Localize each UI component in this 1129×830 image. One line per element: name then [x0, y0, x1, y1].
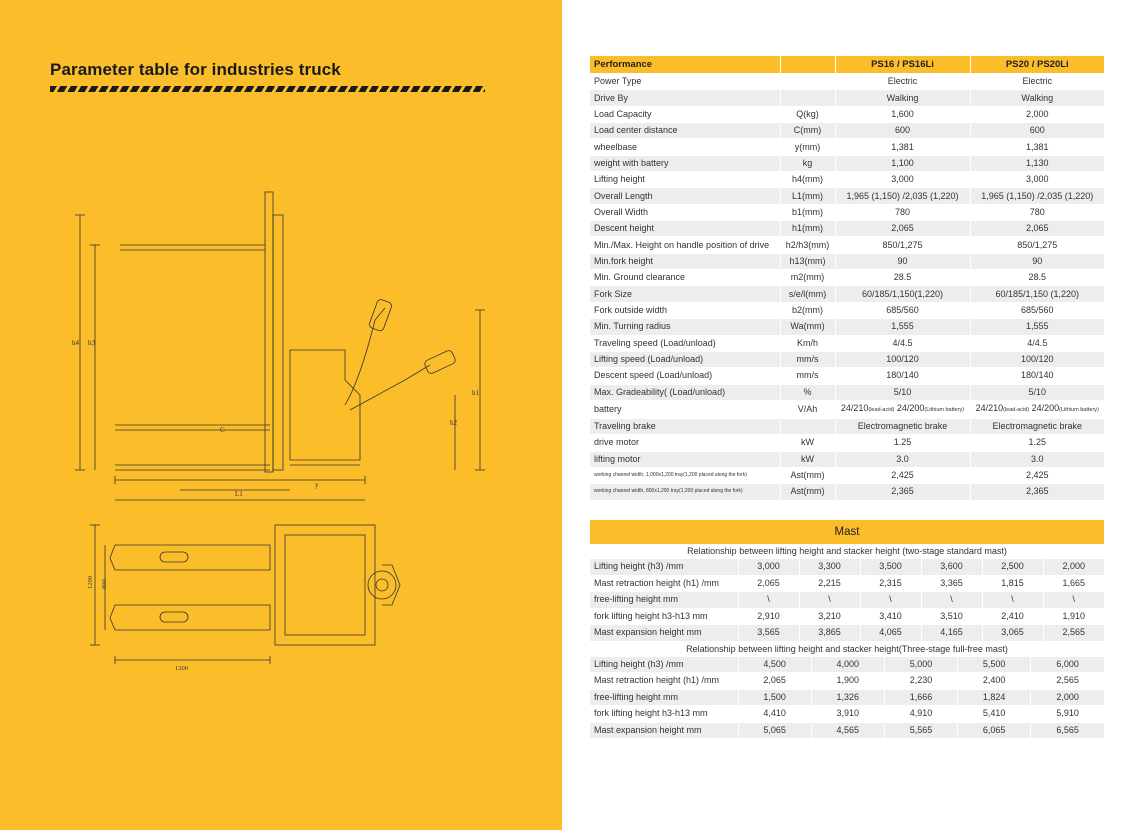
mast-value: 3,865: [799, 625, 860, 642]
dim-y: y: [315, 481, 319, 489]
mast-value: 3,565: [738, 625, 799, 642]
model-ps20-header: PS20 / PS20Li: [970, 56, 1104, 74]
param-value-ps20: 780: [970, 204, 1104, 220]
mast-value: 1,824: [958, 689, 1031, 706]
mast-value: 2,000: [1031, 689, 1104, 706]
param-label: working channel width, 1,000x1,200 tray(1,200 placed along the fork): [590, 467, 780, 483]
param-row: [590, 123, 1104, 139]
param-label: battery: [590, 400, 780, 418]
dim-h4: h4: [72, 339, 79, 347]
param-value-ps16: 100/120: [835, 351, 970, 367]
mast-row: [590, 722, 1104, 739]
mast-row: [590, 706, 1104, 723]
param-unit: Ast(mm): [780, 467, 835, 483]
param-value-ps20: Electromagnetic brake: [970, 418, 1104, 434]
param-unit: h2/h3(mm): [780, 237, 835, 253]
mast-value: 4,410: [738, 706, 811, 723]
mast-value: \: [799, 592, 860, 609]
param-row: [590, 106, 1104, 122]
param-value-ps20: Electric: [970, 74, 1104, 90]
param-label: Drive By: [590, 90, 780, 106]
param-value-ps20: 2,425: [970, 467, 1104, 483]
param-row-channel-2: [590, 484, 1104, 500]
mast-value: 5,910: [1031, 706, 1104, 723]
param-row: [590, 221, 1104, 237]
mast-value: 2,065: [738, 673, 811, 690]
battery-type-note: (lead-acid): [868, 406, 895, 413]
param-label: Load Capacity: [590, 106, 780, 122]
param-label: Descent height: [590, 221, 780, 237]
param-value-battery-2: [970, 400, 1104, 418]
mast-value: 3,500: [860, 559, 921, 575]
param-label: Overall Width: [590, 204, 780, 220]
param-value-ps16: 28.5: [835, 270, 970, 286]
mast-row: [590, 559, 1104, 575]
mast-row: [590, 625, 1104, 642]
dim-width-mid: 800: [101, 579, 108, 589]
param-unit: L1(mm): [780, 188, 835, 204]
mast-value: 4,565: [811, 722, 884, 739]
param-unit: %: [780, 384, 835, 400]
param-label: Min.fork height: [590, 253, 780, 269]
param-value-ps16: 5/10: [835, 384, 970, 400]
param-label: Min./Max. Height on handle position of drive: [590, 237, 780, 253]
param-row: [590, 451, 1104, 467]
param-value-ps20: 2,365: [970, 484, 1104, 500]
mast-value: 2,215: [799, 575, 860, 592]
param-label: Min. Ground clearance: [590, 270, 780, 286]
param-row: [590, 172, 1104, 188]
param-label: Lifting speed (Load/unload): [590, 351, 780, 367]
mast-row: [590, 608, 1104, 625]
param-value-ps16: 3,000: [835, 172, 970, 188]
truck-technical-drawing: [60, 180, 520, 680]
param-unit: h1(mm): [780, 221, 835, 237]
mast-value: \: [921, 592, 982, 609]
param-unit: s/e/l(mm): [780, 286, 835, 302]
mast-value: 2,400: [958, 673, 1031, 690]
param-value-ps16: 2,065: [835, 221, 970, 237]
three-stage-caption: Relationship between lifting height and stacker height(Three-stage full-free mast): [590, 642, 1104, 657]
mast-value: 2,565: [1043, 625, 1104, 642]
param-label: Lifting height: [590, 172, 780, 188]
dim-length: 1200: [175, 665, 188, 672]
param-row: [590, 253, 1104, 269]
mast-value: 6,000: [1031, 657, 1104, 673]
mast-value: 5,500: [958, 657, 1031, 673]
mast-value: 4,065: [860, 625, 921, 642]
param-row: [590, 319, 1104, 335]
param-row: [590, 435, 1104, 451]
param-unit: m2(mm): [780, 270, 835, 286]
two-stage-table: [590, 559, 1104, 642]
param-value-ps16: Electromagnetic brake: [835, 418, 970, 434]
battery-type-note: (lead-acid): [1003, 406, 1030, 413]
page-title: Parameter table for industries truck: [50, 60, 341, 79]
mast-value: 3,910: [811, 706, 884, 723]
mast-value: 1,665: [1043, 575, 1104, 592]
mast-value: 4,000: [811, 657, 884, 673]
param-value-ps20: 3,000: [970, 172, 1104, 188]
mast-value: \: [982, 592, 1043, 609]
mast-row-label: fork lifting height h3-h13 mm: [590, 608, 738, 625]
param-unit: C(mm): [780, 123, 835, 139]
param-label: Power Type: [590, 74, 780, 90]
mast-value: 6,565: [1031, 722, 1104, 739]
param-value-ps20: 90: [970, 253, 1104, 269]
param-row: [590, 74, 1104, 90]
performance-header-row: [590, 56, 1104, 74]
mast-value: 2,230: [884, 673, 957, 690]
mast-row: [590, 575, 1104, 592]
battery-type-note: (Lithium battery): [1059, 406, 1099, 413]
param-value-ps20: 3.0: [970, 451, 1104, 467]
param-row: [590, 302, 1104, 318]
param-value-battery-1: [835, 400, 970, 418]
param-value-ps20: 100/120: [970, 351, 1104, 367]
mast-row: [590, 592, 1104, 609]
mast-value: 3,600: [921, 559, 982, 575]
mast-value: 3,210: [799, 608, 860, 625]
param-value-ps20: 4/4.5: [970, 335, 1104, 351]
param-unit: b2(mm): [780, 302, 835, 318]
param-value-ps16: Electric: [835, 74, 970, 90]
param-unit: Km/h: [780, 335, 835, 351]
param-label: Fork outside width: [590, 302, 780, 318]
param-value-ps20: Walking: [970, 90, 1104, 106]
param-unit: [780, 90, 835, 106]
param-row: [590, 155, 1104, 171]
param-value-ps20: 2,065: [970, 221, 1104, 237]
mast-value: 2,000: [1043, 559, 1104, 575]
param-value-ps20: 600: [970, 123, 1104, 139]
mast-value: 1,910: [1043, 608, 1104, 625]
param-label: Traveling speed (Load/unload): [590, 335, 780, 351]
mast-row: [590, 673, 1104, 690]
param-row: [590, 237, 1104, 253]
param-value-ps20: 1,381: [970, 139, 1104, 155]
mast-value: 1,326: [811, 689, 884, 706]
performance-header-label: Performance: [590, 56, 780, 74]
param-unit: Q(kg): [780, 106, 835, 122]
hazard-stripe: [50, 86, 485, 92]
mast-value: 2,500: [982, 559, 1043, 575]
mast-value: 1,666: [884, 689, 957, 706]
mast-value: 6,065: [958, 722, 1031, 739]
dim-h3: h3: [88, 339, 95, 347]
mast-value: 5,065: [738, 722, 811, 739]
param-value-ps16: 3.0: [835, 451, 970, 467]
param-value-ps20: 2,000: [970, 106, 1104, 122]
battery-spec: 24/210: [840, 402, 869, 413]
battery-spec: 24/200: [1031, 402, 1060, 413]
mast-row-label: fork lifting height h3-h13 mm: [590, 706, 738, 723]
param-row-channel-1: [590, 467, 1104, 483]
param-value-ps16: 685/560: [835, 302, 970, 318]
mast-value: \: [738, 592, 799, 609]
two-stage-caption: Relationship between lifting height and stacker height (two-stage standard mast): [590, 544, 1104, 559]
param-label: Max. Gradeability( (Load/unload): [590, 384, 780, 400]
performance-table: [590, 56, 1104, 501]
mast-row-label: Mast expansion height mm: [590, 722, 738, 739]
param-value-ps20: 1,965 (1,150) /2,035 (1,220): [970, 188, 1104, 204]
mast-section: [590, 520, 1104, 739]
param-value-ps16: 60/185/1,150(1,220): [835, 286, 970, 302]
dim-h1: h1: [472, 389, 479, 397]
param-row: [590, 351, 1104, 367]
mast-value: 3,410: [860, 608, 921, 625]
mast-value: 4,500: [738, 657, 811, 673]
mast-value: 2,315: [860, 575, 921, 592]
mast-value: 1,900: [811, 673, 884, 690]
mast-value: 3,000: [738, 559, 799, 575]
param-label: Descent speed (Load/unload): [590, 368, 780, 384]
mast-value: 3,365: [921, 575, 982, 592]
dim-width-total: 1200: [87, 576, 94, 589]
param-value-ps16: 1,600: [835, 106, 970, 122]
param-row: [590, 335, 1104, 351]
param-value-ps16: 2,365: [835, 484, 970, 500]
param-value-ps16: 4/4.5: [835, 335, 970, 351]
param-unit: V/Ah: [780, 400, 835, 418]
mast-value: 1,815: [982, 575, 1043, 592]
param-value-ps16: 180/140: [835, 368, 970, 384]
param-value-ps16: 850/1,275: [835, 237, 970, 253]
param-value-ps16: 2,425: [835, 467, 970, 483]
param-unit: y(mm): [780, 139, 835, 155]
param-value-ps20: 1,555: [970, 319, 1104, 335]
mast-row-label: Lifting height (h3) /mm: [590, 559, 738, 575]
mast-value: 5,565: [884, 722, 957, 739]
mast-value: 2,410: [982, 608, 1043, 625]
mast-value: 3,510: [921, 608, 982, 625]
param-value-ps20: 685/560: [970, 302, 1104, 318]
param-value-ps16: 600: [835, 123, 970, 139]
param-label: Overall Length: [590, 188, 780, 204]
param-label: lifting motor: [590, 451, 780, 467]
param-value-ps16: 90: [835, 253, 970, 269]
param-unit: h13(mm): [780, 253, 835, 269]
param-label: Load center distance: [590, 123, 780, 139]
mast-row-label: free-lifting height mm: [590, 592, 738, 609]
param-value-ps20: 1,130: [970, 155, 1104, 171]
param-value-ps16: 1.25: [835, 435, 970, 451]
mast-value: 4,165: [921, 625, 982, 642]
param-label: Traveling brake: [590, 418, 780, 434]
dim-h2: h2: [450, 419, 457, 427]
mast-value: 5,000: [884, 657, 957, 673]
mast-value: 2,565: [1031, 673, 1104, 690]
three-stage-table: [590, 657, 1104, 740]
param-value-ps16: 1,555: [835, 319, 970, 335]
mast-value: 5,410: [958, 706, 1031, 723]
param-label: drive motor: [590, 435, 780, 451]
mast-row-label: Mast retraction height (h1) /mm: [590, 575, 738, 592]
dim-c: C: [220, 426, 225, 434]
dim-l1: L1: [235, 490, 243, 498]
param-unit: Wa(mm): [780, 319, 835, 335]
battery-spec: 24/210: [975, 402, 1004, 413]
param-value-ps20: 180/140: [970, 368, 1104, 384]
mast-value: 3,300: [799, 559, 860, 575]
param-label: working channel width, 800x1,200 tray(1,200 placed along the fork): [590, 484, 780, 500]
battery-type-note: (Lithium battery): [924, 406, 965, 413]
param-row: [590, 139, 1104, 155]
param-unit: b1(mm): [780, 204, 835, 220]
param-label: Fork Size: [590, 286, 780, 302]
param-unit: kW: [780, 451, 835, 467]
param-unit: h4(mm): [780, 172, 835, 188]
mast-value: 1,500: [738, 689, 811, 706]
param-unit: kg: [780, 155, 835, 171]
param-value-ps20: 1.25: [970, 435, 1104, 451]
param-value-ps16: 780: [835, 204, 970, 220]
mast-row-label: Mast retraction height (h1) /mm: [590, 673, 738, 690]
param-value-ps20: 60/185/1,150 (1,220): [970, 286, 1104, 302]
param-row: [590, 418, 1104, 434]
param-label: weight with battery: [590, 155, 780, 171]
param-value-ps20: 850/1,275: [970, 237, 1104, 253]
param-row: [590, 384, 1104, 400]
param-unit: [780, 418, 835, 434]
param-unit: kW: [780, 435, 835, 451]
mast-value: 2,910: [738, 608, 799, 625]
mast-row: [590, 689, 1104, 706]
param-value-ps20: 5/10: [970, 384, 1104, 400]
param-row-battery: [590, 400, 1104, 418]
mast-value: \: [860, 592, 921, 609]
battery-spec: 24/200: [896, 402, 925, 413]
param-row: [590, 368, 1104, 384]
param-label: wheelbase: [590, 139, 780, 155]
mast-value: 2,065: [738, 575, 799, 592]
mast-value: 4,910: [884, 706, 957, 723]
mast-row-label: Lifting height (h3) /mm: [590, 657, 738, 673]
param-unit: mm/s: [780, 368, 835, 384]
mast-value: 3,065: [982, 625, 1043, 642]
model-ps16-header: PS16 / PS16Li: [835, 56, 970, 74]
param-value-ps16: 1,381: [835, 139, 970, 155]
param-value-ps16: Walking: [835, 90, 970, 106]
param-row: [590, 204, 1104, 220]
left-panel: [0, 0, 562, 830]
param-row: [590, 188, 1104, 204]
param-row: [590, 286, 1104, 302]
param-unit: mm/s: [780, 351, 835, 367]
param-value-ps16: 1,100: [835, 155, 970, 171]
mast-row-label: Mast expansion height mm: [590, 625, 738, 642]
mast-value: \: [1043, 592, 1104, 609]
mast-row: [590, 657, 1104, 673]
param-row: [590, 270, 1104, 286]
param-value-ps20: 28.5: [970, 270, 1104, 286]
top-view: [90, 525, 400, 664]
param-unit: Ast(mm): [780, 484, 835, 500]
param-row: [590, 90, 1104, 106]
mast-row-label: free-lifting height mm: [590, 689, 738, 706]
mast-title: Mast: [590, 520, 1104, 544]
param-label: Min. Turning radius: [590, 319, 780, 335]
side-view: [75, 192, 485, 500]
param-value-ps16: 1,965 (1,150) /2,035 (1,220): [835, 188, 970, 204]
param-unit: [780, 74, 835, 90]
